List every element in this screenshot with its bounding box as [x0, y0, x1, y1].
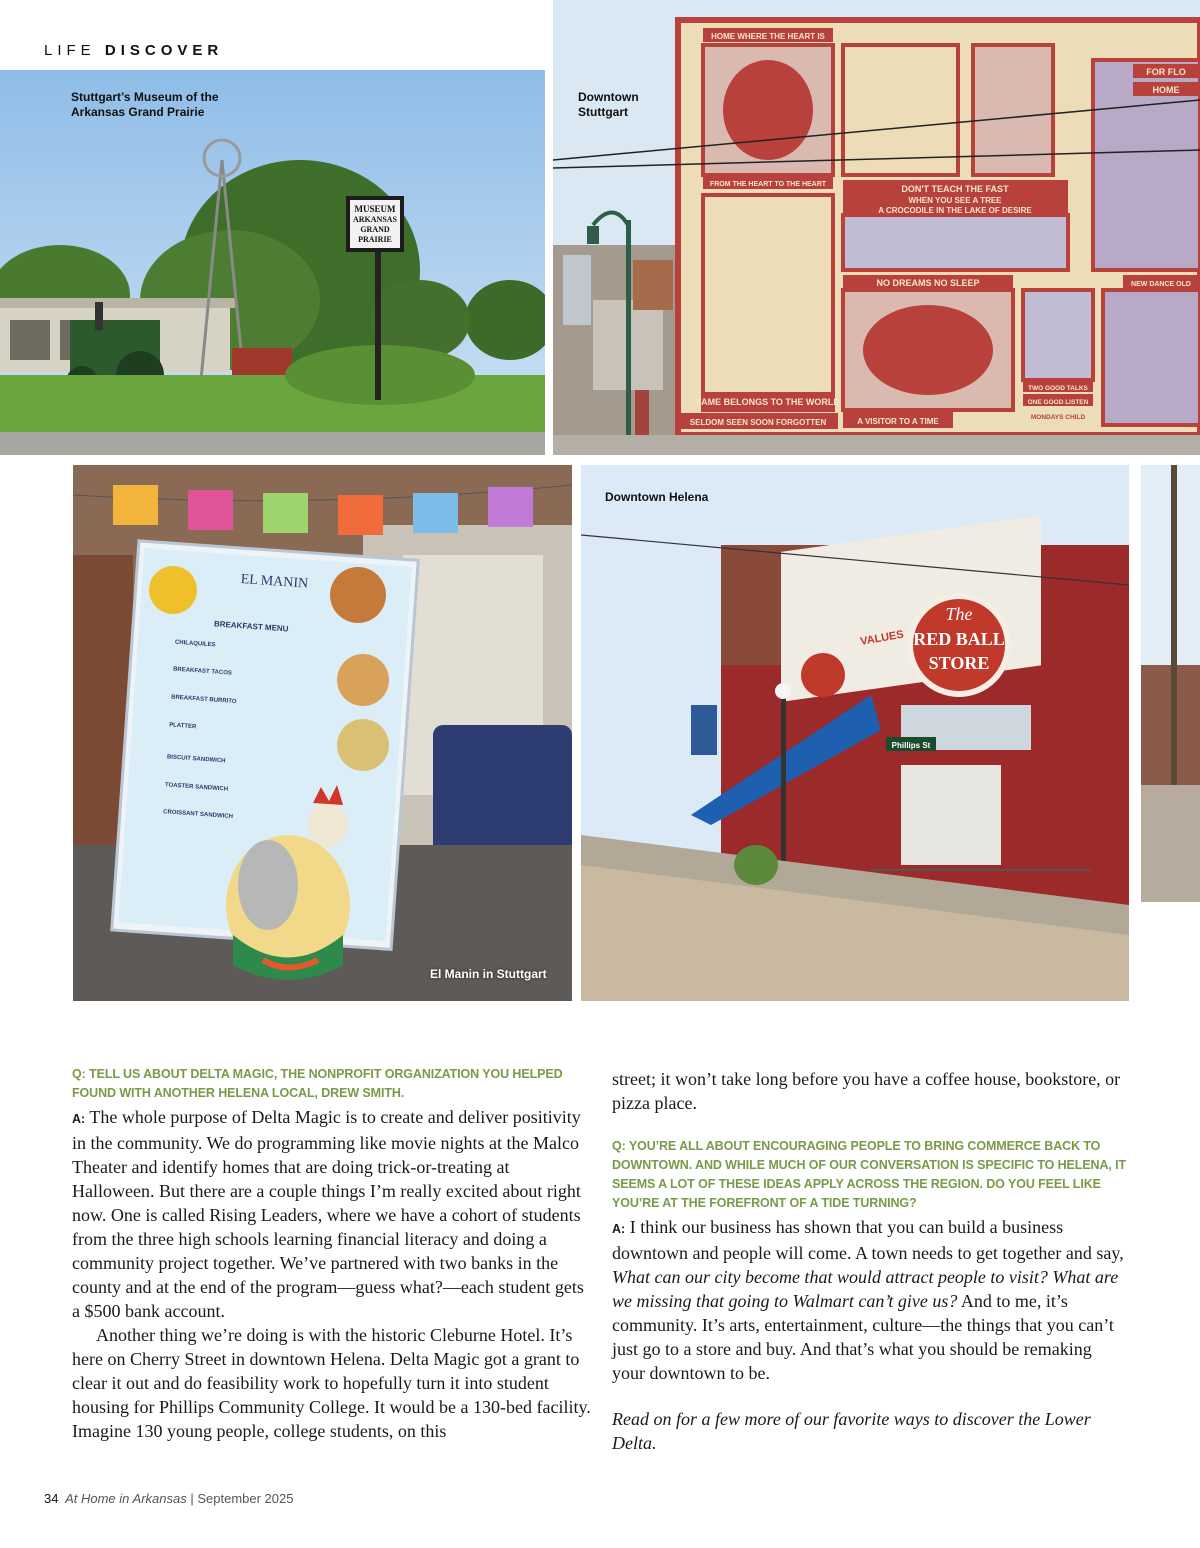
menu-title: EL MANIN [240, 572, 309, 592]
photo-edge-sliver [1141, 465, 1200, 902]
menu-item-5: BISCUIT SANDWICH [166, 754, 226, 765]
mural-text-6: NO DREAMS NO SLEEP [876, 278, 980, 288]
photo-mural [553, 0, 1200, 455]
folio-separator: | [190, 1491, 194, 1506]
caption-helena: Downtown Helena [605, 490, 709, 504]
menu-item-6: TOASTER SANDWICH [164, 782, 229, 793]
svg-text:ARKANSAS: ARKANSAS [352, 215, 398, 224]
answer-1-paragraph-2: Another thing we’re doing is with the historic Cleburne Hotel. It’s here on Cherry Street in downtown Helena. Delta Magic got a grant to clear it out and do feasibility work to hopefully turn it into student housing for Phillips Community College. It would be a 130-bed facility. Imagine 130 young people, college students, on this [72, 1325, 591, 1441]
closing-line: Read on for a few more of our favorite ways to discover the Lower Delta. [612, 1409, 1091, 1453]
answer-1-text: The whole purpose of Delta Magic is to create and deliver positivity in the community. We do programming like movie nights at the Malco Theater and identify homes that are doing trick-or-treating at Halloween. But there are a couple things I’m really excited about right now. One is called Rising Leaders, where we have a cohort of students from the three high schools learning financial literacy and doing a community project together. We’ve partnered with two banks in the county and at the end of the program—guess what?—each student gets a $500 bank account. [72, 1107, 584, 1321]
menu-subtitle: BREAKFAST MENU [213, 619, 289, 634]
values-text: VALUES [859, 628, 905, 648]
article-column-right [612, 1067, 1128, 1455]
menu-item-4: PLATTER [168, 722, 197, 731]
svg-text:MUSEUM: MUSEUM [354, 204, 396, 214]
mural-text-10: TWO GOOD TALKS [1028, 385, 1088, 392]
menu-item-7: CROISSANT SANDWICH [162, 809, 234, 821]
answer-2-italic: What can our city become that would attract people to visit? What are we missing that going to Walmart can’t give us? [612, 1267, 1119, 1311]
mural-text-2: FROM THE HEART TO THE HEART [709, 181, 827, 188]
magazine-name: At Home in Arkansas [65, 1491, 187, 1506]
page-folio [44, 1491, 293, 1506]
menu-item-1: CHILAQUILES [174, 639, 216, 649]
mural-text-4: WHEN YOU SEE A TREE [908, 196, 1002, 205]
svg-text:GRAND: GRAND [360, 225, 390, 234]
page-number: 34 [44, 1491, 59, 1506]
menu-item-2: BREAKFAST TACOS [172, 666, 233, 677]
caption-museum: Stuttgart’s Museum of the Arkansas Grand Prairie [71, 90, 219, 119]
answer-2-lead: I think our business has shown that you can build a business downtown and people will come. A town needs to get together and say, [612, 1217, 1124, 1263]
photo-el-manin [73, 465, 572, 1001]
photo-helena [581, 465, 1129, 1001]
mural-text-11: ONE GOOD LISTEN [1027, 399, 1089, 406]
street-sign: Phillips St [891, 741, 931, 750]
caption-el-manin: El Manin in Stuttgart [430, 967, 547, 981]
mural-text-14: FOR FLO [1146, 67, 1186, 77]
answer-2-paragraph [612, 1215, 1128, 1385]
answer-2-tail: And to me, it’s community. It’s arts, entertainment, culture—the things that you can’t just go to a store and buy. And that’s what you should be remaking your downtown to be. [612, 1291, 1114, 1383]
menu-item-3: BREAKFAST BURRITO [170, 694, 237, 706]
answer-1-continued: street; it won’t take long before you have a coffee house, bookstore, or pizza place. [612, 1069, 1121, 1113]
photo-museum [0, 70, 545, 455]
mural-text-5: A CROCODILE IN THE LAKE OF DESIRE [878, 206, 1032, 215]
mural-text-3: DON'T TEACH THE FAST [901, 184, 1009, 194]
store-sign-line2: RED BALL [913, 629, 1005, 649]
mural-text-12: MONDAYS CHILD [1030, 414, 1086, 421]
mural-text-1: HOME WHERE THE HEART IS [711, 32, 825, 41]
article-column-left [72, 1065, 592, 1443]
section-label-bold: DISCOVER [104, 42, 224, 59]
mural-text-13: NEW DANCE OLD [1131, 281, 1191, 288]
section-label-light: LIFE [44, 42, 96, 59]
mural-text-15: HOME [1152, 85, 1180, 95]
store-sign-line3: STORE [928, 653, 990, 673]
mural-text-7: FAME BELONGS TO THE WORLD [696, 397, 840, 407]
answer-2-label: A: [612, 1222, 626, 1236]
section-label [44, 42, 223, 59]
mural-text-9: A VISITOR TO A TIME [857, 417, 939, 426]
answer-label: A: [72, 1112, 86, 1126]
store-sign-line1: The [945, 604, 973, 624]
svg-text:PRAIRIE: PRAIRIE [358, 235, 392, 244]
answer-1-paragraph-1 [72, 1105, 592, 1323]
caption-mural: Downtown Stuttgart [578, 90, 639, 119]
mural-text-8: SELDOM SEEN SOON FORGOTTEN [689, 418, 827, 427]
issue-date: September 2025 [197, 1491, 294, 1506]
question-1: Q: TELL US ABOUT DELTA MAGIC, THE NONPROFIT ORGANIZATION YOU HELPED FOUND WITH ANOTHER HELENA LOCAL, DREW SMITH. [72, 1067, 563, 1100]
question-2: Q: YOU’RE ALL ABOUT ENCOURAGING PEOPLE TO BRING COMMERCE BACK TO DOWNTOWN. AND WHILE MUCH OF OUR CONVERSATION IS SPECIFIC TO HELENA, IT SEEMS A LOT OF THESE IDEAS APPLY ACROSS THE REGION. DO YOU FEEL LIKE YOU’RE AT THE FOREFRONT OF A TIDE TURNING? [612, 1139, 1127, 1210]
